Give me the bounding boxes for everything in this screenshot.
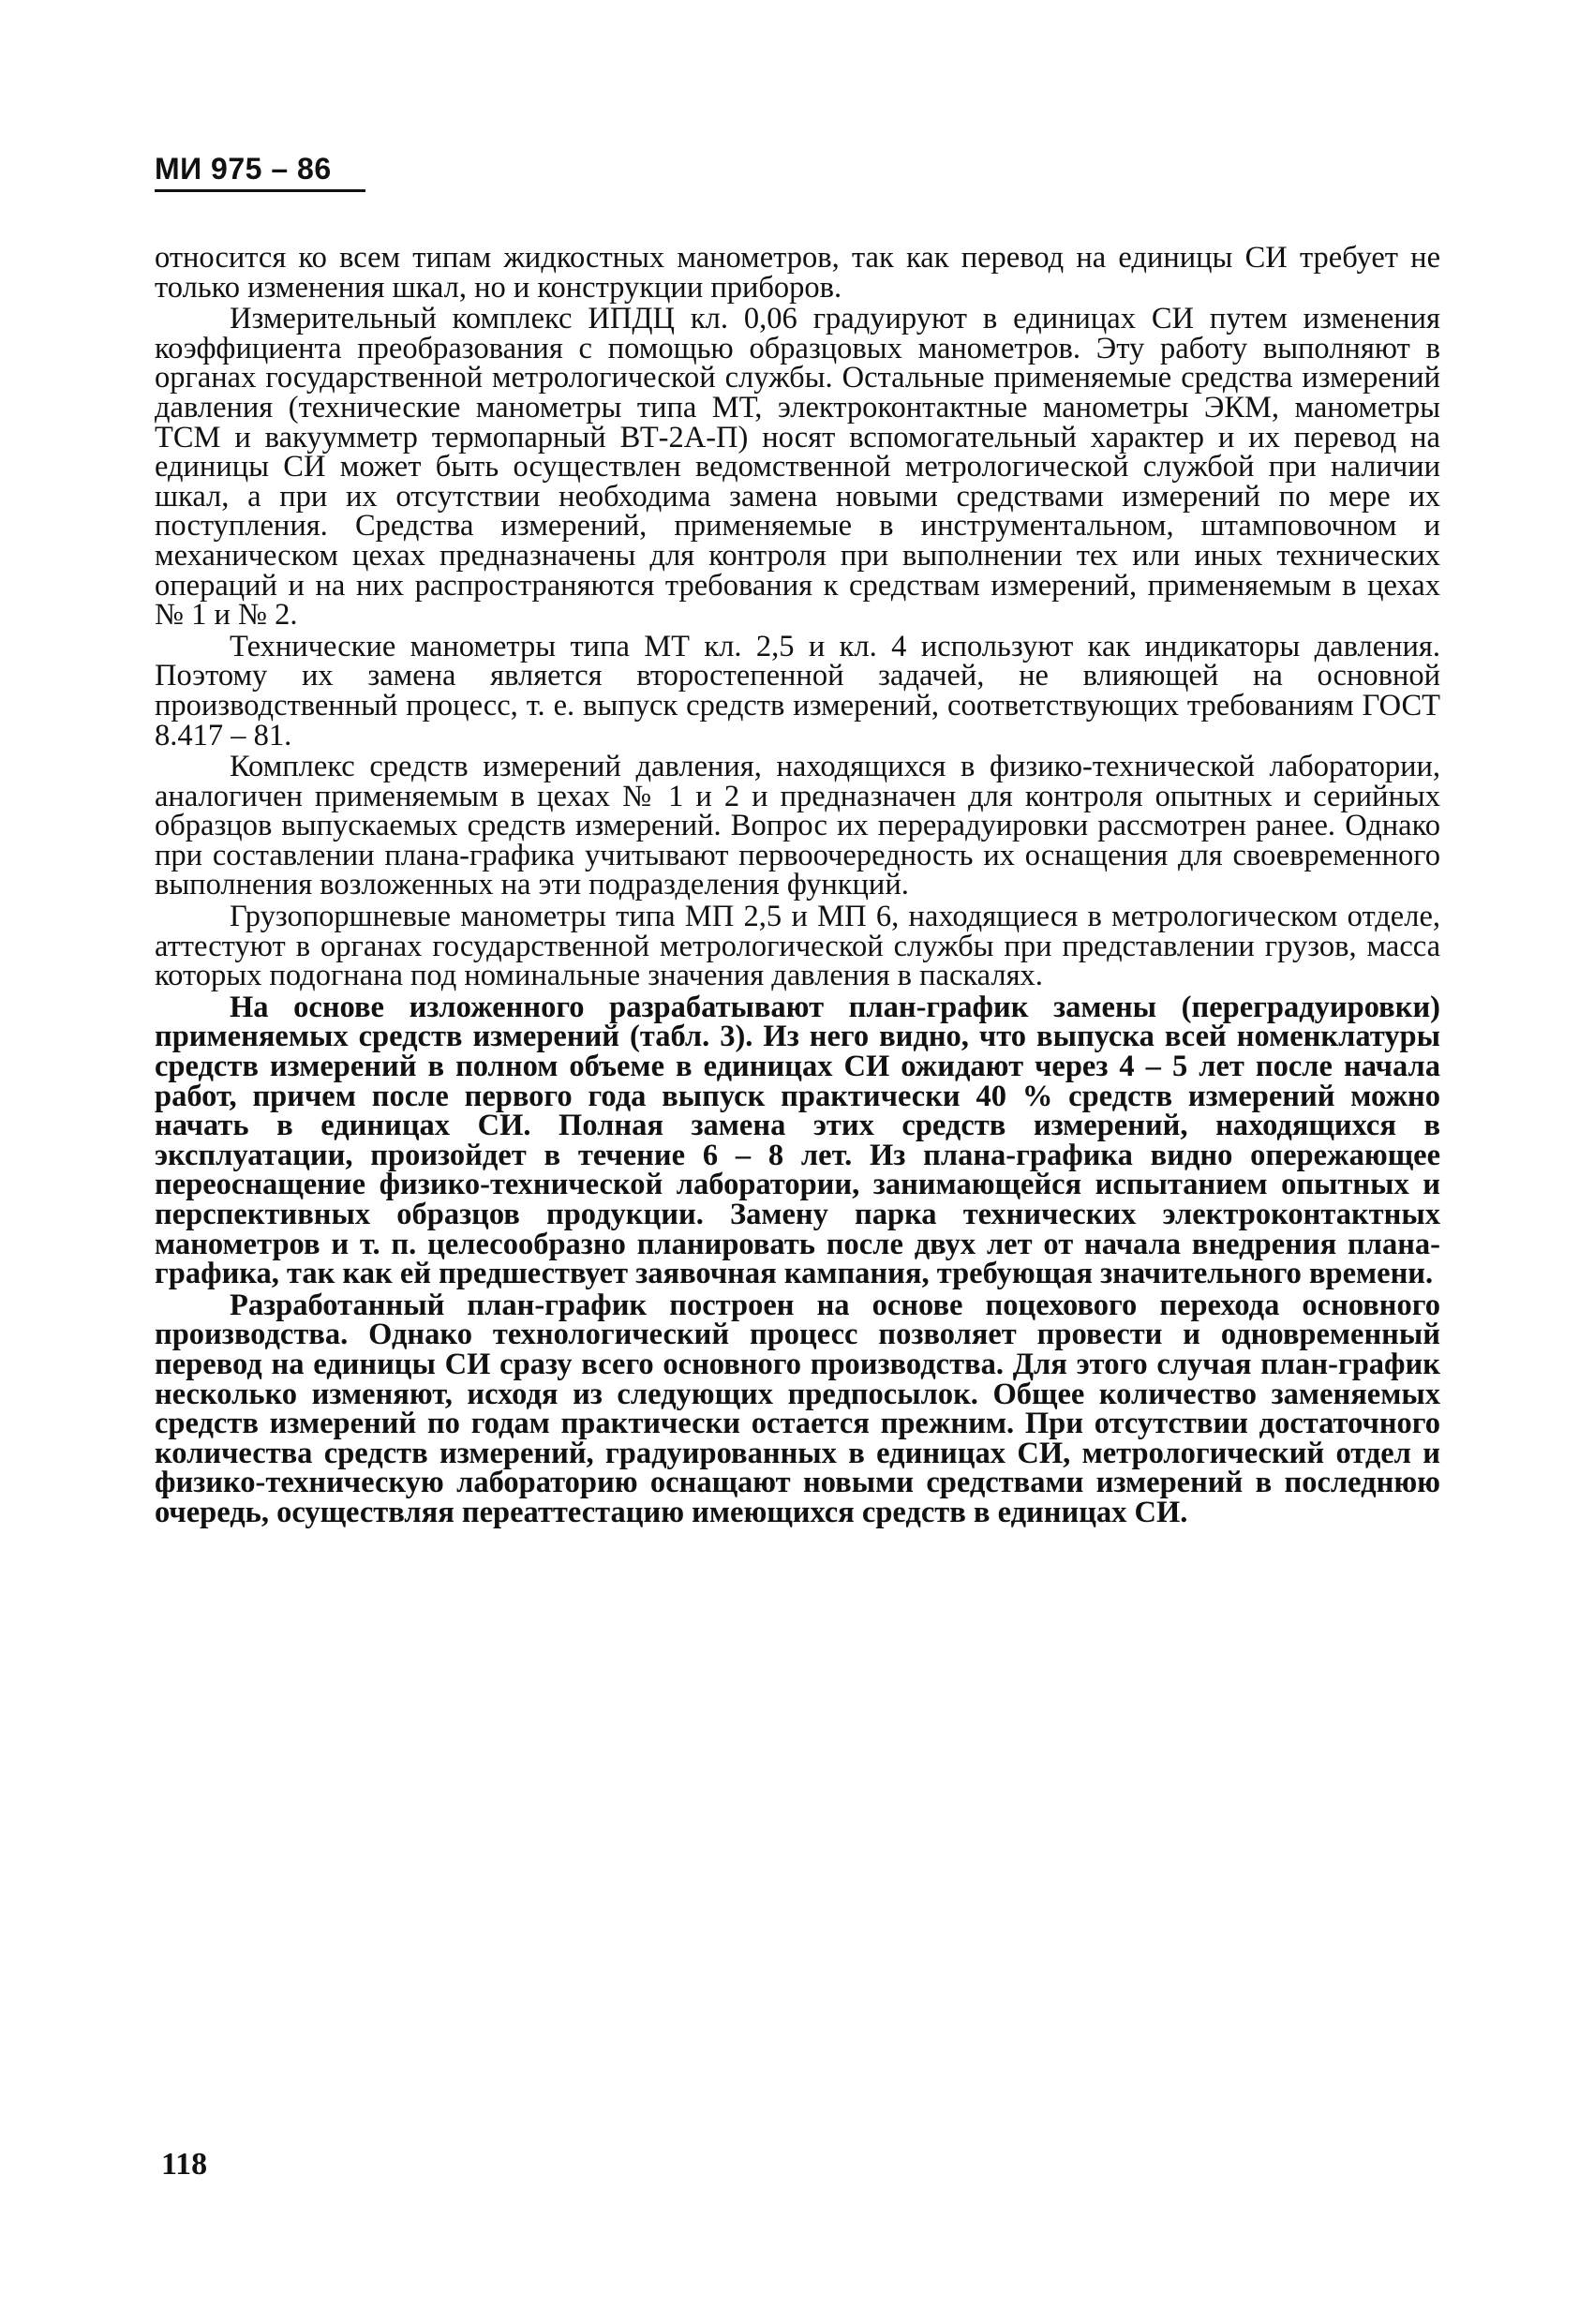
page-number: 118	[161, 2147, 208, 2182]
paragraph: относится ко всем типам жидкостных манометров, так как перевод на единицы СИ требует не только изменения шкал, но и конструкции приборов.	[155, 241, 1440, 305]
body-text	[155, 241, 1440, 1530]
paragraph: Измерительный комплекс ИПДЦ кл. 0,06 градуируют в единицах СИ путем изменения коэффициента преобразования с помощью образцовых манометров. Эту работу выполняют в органах государственной метрологической службы. Остальные применяемые средства измерений давления (технические манометры типа МТ, электроконтактные манометры ЭКМ, манометры ТСМ и вакуумметр термопарный ВТ-2А-П) носят вспомогательный характер и их перевод на единицы СИ может быть осуществлен ведомственной метрологической службой при наличии шкал, а при их отсутствии необходима замена новыми средствами измерений по мере их поступления. Средства измерений, применяемые в инструментальном, штамповочном и механическом цехах предназначены для контроля при выполнении тех или иных технических операций и на них распространяются требования к средствам измерений, применяемым в цехах № 1 и № 2.	[155, 302, 1440, 633]
paragraph: Разработанный план-график построен на основе поцехового перехода основного производства. Однако технологический процесс позволяет провести и одновременный перевод на единицы СИ сразу всего основного производства. Для этого случая план-график несколько изменяют, исходя из следующих предпосылок. Общее количество заменяемых средств измерений по годам практически остается прежним. При отсутствии достаточного количества средств измерений, градуированных в единицах СИ, метрологический отдел и физико-техническую лабораторию оснащают новыми средствами измерений в последнюю очередь, осуществляя переаттестацию имеющихся средств в единицах СИ.	[155, 1288, 1440, 1529]
paragraph: Грузопоршневые манометры типа МП 2,5 и МП 6, находящиеся в метрологическом отделе, аттестуют в органах государственной метрологической службы при представлении грузов, масса которых подогнана под номинальные значения давления в паскалях.	[155, 900, 1440, 993]
header-underline	[155, 189, 365, 192]
paragraph: Комплекс средств измерений давления, находящихся в физико-технической лаборатории, аналогичен применяемым в цехах № 1 и 2 и предназначен для контроля опытных и серийных образцов выпускаемых средств измерений. Вопрос их перерадуировки рассмотрен ранее. Однако при составлении плана-графика учитывают первоочередность их оснащения для своевременного выполнения возложенных на эти подразделения функций.	[155, 750, 1440, 902]
document-code-header: МИ 975 – 86	[155, 152, 332, 186]
paragraph: Технические манометры типа МТ кл. 2,5 и кл. 4 используют как индикаторы давления. Поэтому их замена является второстепенной задачей, не влияющей на основной производственный процесс, т. е. выпуск средств измерений, соответствующих требованиям ГОСТ 8.417 – 81.	[155, 629, 1440, 752]
paragraph: На основе изложенного разрабатывают план-график замены (переградуировки) применяемых средств измерений (табл. 3). Из него видно, что выпуска всей номенклатуры средств измерений в полном объеме в единицах СИ ожидают через 4 – 5 лет после начала работ, причем после первого года выпуск практически 40 % средств измерений можно начать в единицах СИ. Полная замена этих средств измерений, находящихся в эксплуатации, произойдет в течение 6 – 8 лет. Из плана-графика видно опережающее переоснащение физико-технической лаборатории, занимающейся испытанием опытных и перспективных образцов продукции. Замену парка технических электроконтактных манометров и т. п. целесообразно планировать после двух лет от начала внедрения плана-графика, так как ей предшествует заявочная кампания, требующая значительного времени.	[155, 990, 1440, 1291]
